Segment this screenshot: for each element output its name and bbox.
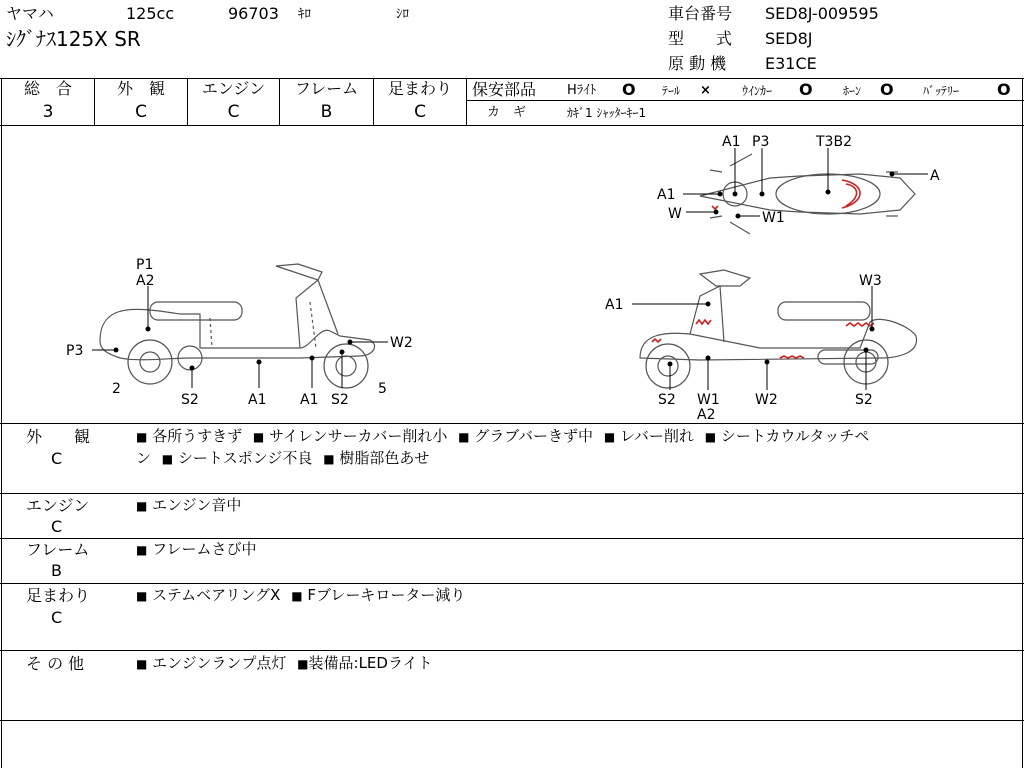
diagram-label: W3	[859, 273, 882, 289]
diagram-label: A1	[300, 392, 319, 408]
remark-item: サイレンサーカバー削れ小	[269, 427, 448, 445]
remarks-frame-grade: B	[51, 561, 62, 580]
winker-mark: O	[799, 80, 813, 99]
divider	[466, 78, 467, 125]
divider	[467, 100, 1024, 101]
engine-model-label: 原 動 機	[668, 54, 727, 73]
type-label: 型 式	[668, 29, 733, 48]
diagram-label: W1	[762, 210, 785, 226]
remarks-suspension-grade: C	[51, 608, 63, 627]
remarks-exterior-grade: C	[51, 449, 63, 468]
left-view-front-wheel	[324, 344, 368, 388]
left-view-rear-hub	[140, 352, 160, 372]
color: ｼﾛ	[396, 7, 409, 22]
safety-label: 保安部品	[472, 80, 537, 99]
horn-mark: O	[880, 80, 894, 99]
damage-mark	[712, 206, 718, 209]
mileage-unit: ｷﾛ	[298, 7, 311, 22]
left-view-front-hub	[336, 356, 356, 376]
remark-item: シートカウルタッチペ	[720, 427, 870, 445]
overall-label: 総 合	[23, 79, 72, 98]
type-value: SED8J	[765, 29, 813, 48]
right-view-seat	[778, 302, 870, 320]
chassis-label: 車台番号	[668, 4, 733, 23]
winker-label: ｳｲﾝｶｰ	[742, 84, 773, 98]
divider	[0, 493, 1024, 494]
remark-item: 樹脂部色あせ	[339, 449, 430, 467]
remark-item: エンジン音中	[152, 496, 242, 514]
remarks-other-label: そ の 他	[26, 654, 85, 673]
exterior-label: 外 観	[116, 79, 165, 98]
remarks-suspension-label: 足まわり	[26, 586, 91, 605]
horn-label: ﾎｰﾝ	[843, 84, 862, 98]
key-value: ｶｷﾞ1 ｼｬｯﾀｰｷｰ1	[567, 106, 647, 120]
suspension-label: 足まわり	[387, 79, 452, 98]
right-view-handlebar	[700, 270, 750, 286]
damage-mark	[780, 356, 804, 358]
engine-label: エンジン	[201, 79, 266, 98]
diagram-label: A1	[605, 297, 624, 313]
diagram-label: P3	[752, 134, 770, 150]
diagram-label: P1	[136, 257, 154, 273]
diagram-label: S2	[181, 392, 199, 408]
left-view-body	[100, 309, 375, 359]
tail-label: ﾃｰﾙ	[662, 84, 681, 98]
displacement: 125cc	[126, 4, 175, 23]
diagram-label: S2	[658, 392, 676, 408]
frame-label: フレーム	[294, 79, 359, 98]
left-view-rear-wheel	[128, 340, 172, 384]
divider	[0, 538, 1024, 539]
left-view-panel-lines	[210, 302, 316, 348]
diagram-label: W	[668, 206, 682, 222]
engine-value: C	[227, 102, 240, 122]
remarks-engine-line: ■ エンジン音中	[136, 496, 242, 514]
diagram-label: A1	[722, 134, 741, 150]
right-view-front-cowl	[690, 286, 724, 342]
left-view-handlebar	[276, 264, 322, 280]
tail-mark: ×	[700, 83, 711, 98]
remark-item: Fブレーキローター減り	[307, 586, 466, 604]
remark-item: 装備品:LEDライト	[308, 654, 433, 672]
damage-mark	[652, 339, 661, 342]
battery-mark: O	[997, 80, 1011, 99]
key-label: カ ギ	[487, 105, 527, 120]
top-view-mirrors	[710, 170, 898, 218]
remark-item: グラブバーきず中	[474, 427, 594, 445]
diagram-label: W2	[390, 335, 413, 351]
overall-value: 3	[42, 102, 54, 122]
remark-item: エンジンランプ点灯	[152, 654, 287, 672]
battery-label: ﾊﾞｯﾃﾘｰ	[923, 84, 960, 98]
remark-item: ン	[136, 449, 152, 467]
remarks-engine-grade: C	[51, 517, 63, 536]
remark-item: フレームさび中	[152, 540, 257, 558]
left-view-seat	[150, 302, 242, 320]
diagram-label: S2	[331, 392, 349, 408]
model-name: ｼｸﾞﾅｽ125X SR	[6, 27, 141, 51]
remarks-frame-line: ■ フレームさび中	[136, 540, 257, 558]
divider	[0, 423, 1024, 424]
diagram-label: A1	[248, 392, 267, 408]
diagram-label: A2	[136, 273, 155, 289]
remarks-exterior-line-2: ン ■ シートスポンジ不良 ■ 樹脂部色あせ	[136, 449, 430, 467]
remark-item: シートスポンジ不良	[177, 449, 313, 467]
damage-diagram	[0, 126, 1024, 423]
divider	[0, 650, 1024, 651]
remarks-exterior-line-1: ■ 各所うすきず ■ サイレンサーカバー削れ小 ■ グラブバーきず中 ■ レバー削れ ■ シートカウルタッチペ	[136, 427, 870, 445]
remarks-suspension-line: ■ ステムベアリングX ■ Fブレーキローター減り	[136, 586, 466, 604]
top-view-body	[700, 174, 915, 214]
right-view-front-wheel	[646, 344, 690, 388]
chassis-value: SED8J-009595	[765, 4, 879, 23]
remarks-exterior-label: 外 観	[26, 427, 91, 446]
remark-item: ステムベアリングX	[152, 586, 281, 604]
diagram-label: A1	[657, 187, 676, 203]
headlight-label: Hﾗｲﾄ	[567, 83, 597, 98]
left-view-front-cowl	[296, 280, 338, 348]
remarks-engine-label: エンジン	[26, 496, 90, 515]
diagram-label: A2	[697, 407, 716, 423]
remarks-frame-label: フレーム	[26, 540, 90, 559]
diagram-label: A	[930, 168, 940, 184]
remark-item: レバー削れ	[619, 427, 694, 445]
diagram-label: 5	[378, 381, 387, 397]
exterior-value: C	[135, 102, 147, 122]
suspension-value: C	[414, 102, 426, 122]
maker: ヤマハ	[6, 4, 54, 23]
right-view-body	[640, 319, 917, 360]
engine-model-value: E31CE	[765, 54, 817, 73]
mileage: 96703	[228, 4, 279, 23]
remarks-other-line: ■ エンジンランプ点灯 ■装備品:LEDライト	[136, 654, 433, 672]
diagram-label: P3	[66, 343, 84, 359]
damage-mark	[696, 320, 711, 324]
divider	[0, 720, 1024, 721]
frame-value: B	[320, 102, 333, 122]
headlight-mark: O	[622, 80, 636, 99]
divider	[0, 583, 1024, 584]
remark-item: 各所うすきず	[152, 427, 243, 445]
diagram-label: T3B2	[816, 134, 852, 150]
diagram-label: S2	[855, 392, 873, 408]
diagram-label: W1	[697, 392, 720, 408]
diagram-label: W2	[755, 392, 778, 408]
diagram-label: 2	[112, 381, 121, 397]
